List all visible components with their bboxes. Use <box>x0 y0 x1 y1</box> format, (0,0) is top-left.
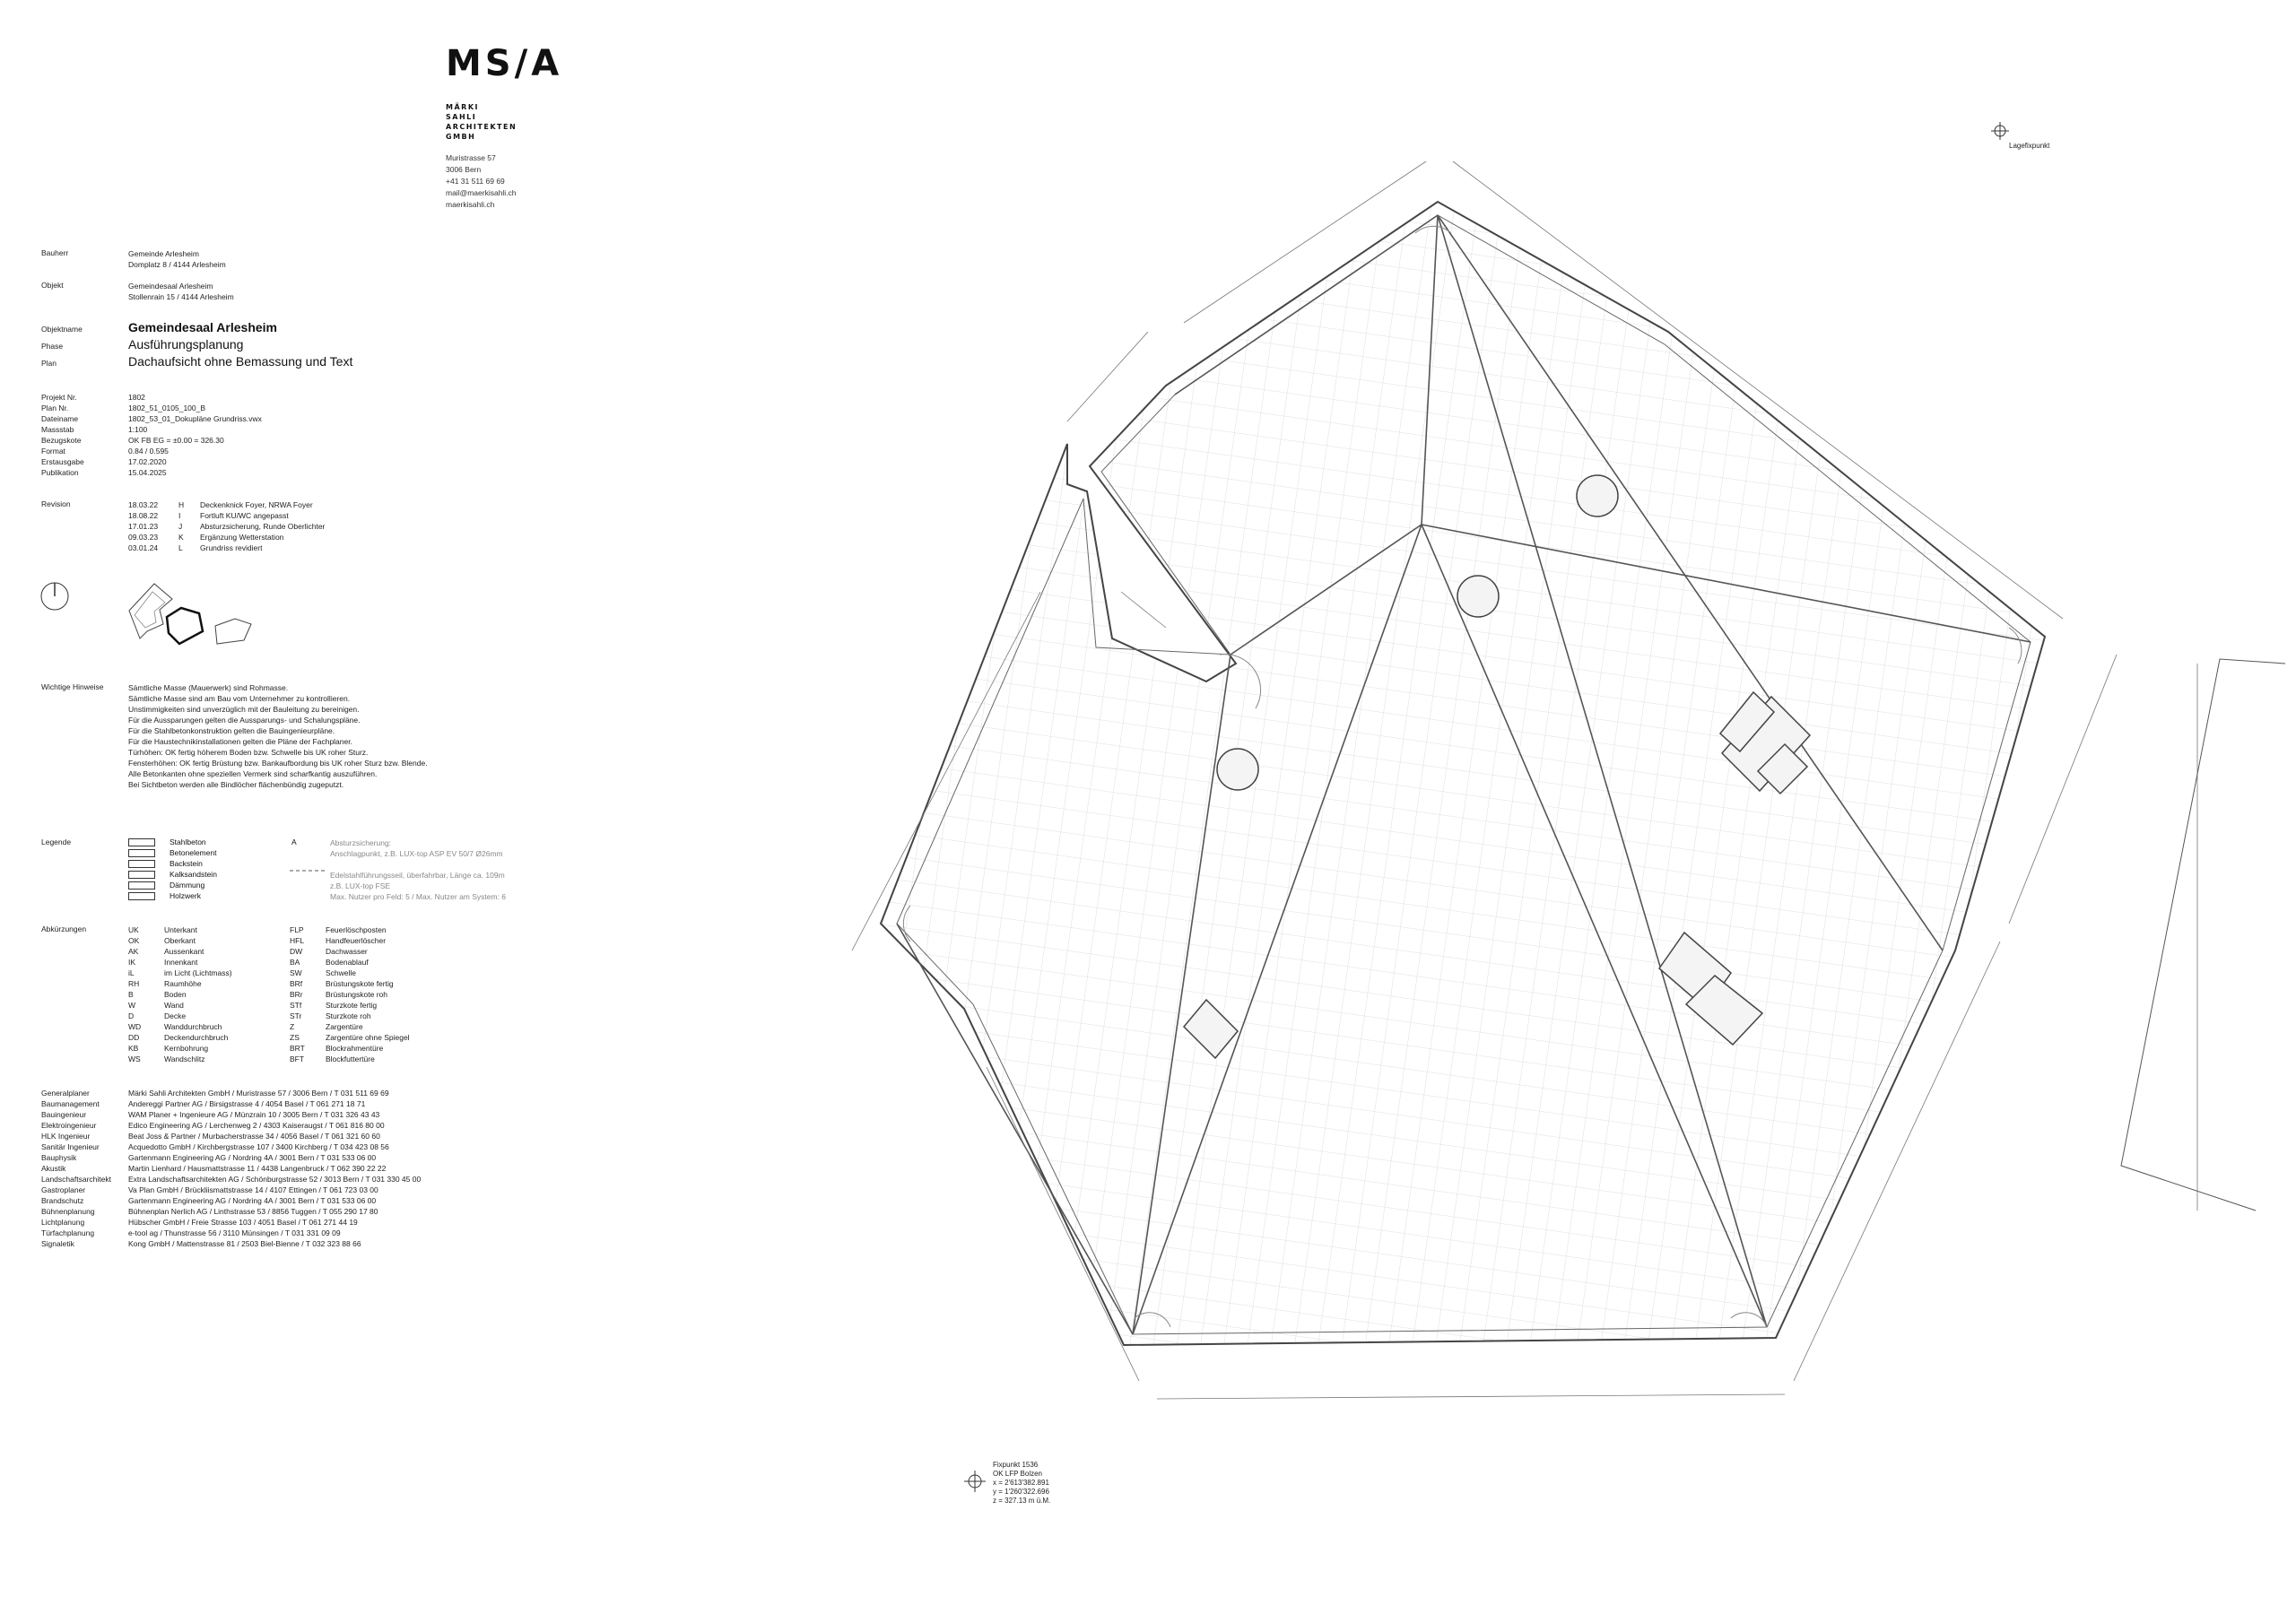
abk-cell: BRr <box>290 990 303 999</box>
planer-cell: Bühnenplan Nerlich AG / Linthstrasse 53 / 8856 Tuggen / T 055 290 17 80 <box>128 1207 378 1216</box>
firm-address: Muristrasse 57 3006 Bern +41 31 511 69 69 mail@maerkisahli.ch maerkisahli.ch <box>446 153 517 209</box>
planer-cell: e-tool ag / Thunstrasse 56 / 3110 Münsingen / T 031 331 09 09 <box>128 1228 341 1237</box>
abk-cell: BA <box>290 958 300 967</box>
planer-cell: WAM Planer + Ingenieure AG / Münzrain 10 / 3005 Bern / T 031 326 43 43 <box>128 1110 380 1119</box>
bauherr-label: Bauherr <box>41 248 69 257</box>
planer-cell: Andereggi Partner AG / Birsigstrasse 4 / 4054 Basel / T 061 271 18 71 <box>128 1099 366 1108</box>
planer-cell: Acquedotto GmbH / Kirchbergstrasse 107 / 3400 Kirchberg / T 034 423 08 56 <box>128 1142 389 1151</box>
abk-cell: Raumhöhe <box>164 979 202 988</box>
legende-label: Legende <box>41 838 72 846</box>
abk-cell: Aussenkant <box>164 947 204 956</box>
phase-label: Phase <box>41 342 64 351</box>
revision-table: 18.03.22 H Deckenknick Foyer, NRWA Foyer 18.08.22 I Fortluft KU/WC angepasst 17.01.23 J Absturzsicherung, Runde Oberlichter 09.03.23 K Ergänzung Wetterstation 03.01.24 L Grundriss revidiert <box>128 500 326 552</box>
abk-cell: Sturzkote roh <box>326 1011 371 1020</box>
abk-cell: W <box>128 1001 136 1010</box>
abk-cell: Boden <box>164 990 187 999</box>
abk-cell: Wandschlitz <box>164 1055 205 1063</box>
fixpunkt-text: Fixpunkt 1536 OK LFP Bolzen x = 2'613'382.891 y = 1'260'322.696 z = 327.13 m ü.M. <box>993 1461 1051 1505</box>
abk-cell: iL <box>128 968 135 977</box>
abk-cell: Brüstungskote roh <box>326 990 387 999</box>
abk-cell: Decke <box>164 1011 187 1020</box>
abk-cell: Zargentüre ohne Spiegel <box>326 1033 410 1042</box>
planer-cell: Kong GmbH / Mattenstrasse 81 / 2503 Biel-Bienne / T 032 323 88 66 <box>128 1239 361 1248</box>
firm-logo: MS/A <box>446 43 563 84</box>
planer-cell: Landschaftsarchitekt <box>41 1175 111 1184</box>
abk-cell: BFT <box>290 1055 305 1063</box>
abk-cell: AK <box>128 947 139 956</box>
planer-cell: Generalplaner <box>41 1089 90 1098</box>
objektname-label: Objektname <box>41 325 83 334</box>
planer-cell: Signaletik <box>41 1239 74 1248</box>
abk-cell: STf <box>290 1001 302 1010</box>
project-info: Projekt Nr. 1802 Plan Nr. 1802_51_0105_100_B Dateiname 1802_53_01_Dokupläne Grundriss.vwx Massstab 1:100 Bezugskote OK FB EG = ±0.00 = 326.30 Format 0.84 / 0.595 Erstausgabe 17.02.2020 Publikation 15.04.2025 <box>41 393 262 477</box>
abk-cell: Kernbohrung <box>164 1044 209 1053</box>
abk-cell: Feuerlöschposten <box>326 925 387 934</box>
abk-cell: KB <box>128 1044 139 1053</box>
planer-cell: Märki Sahli Architekten GmbH / Muristrasse 57 / 3006 Bern / T 031 511 69 69 <box>128 1089 389 1098</box>
legende-list: Stahlbeton Betonelement Backstein Kalksandstein Dämmung Holzwerk <box>128 837 217 901</box>
abk-cell: BRT <box>290 1044 305 1053</box>
abk-cell: Unterkant <box>164 925 197 934</box>
abk-cell: RH <box>128 979 140 988</box>
planer-cell: Bühnenplanung <box>41 1207 95 1216</box>
planer-cell: Elektroingenieur <box>41 1121 97 1130</box>
abk-cell: WS <box>128 1055 141 1063</box>
abk-cell: Deckendurchbruch <box>164 1033 229 1042</box>
abk-cell: im Licht (Lichtmass) <box>164 968 232 977</box>
abk-cell: WD <box>128 1022 142 1031</box>
abk-cell: Zargentüre <box>326 1022 363 1031</box>
absturz-marker: A <box>291 838 297 846</box>
objekt-label: Objekt <box>41 281 64 290</box>
planer-cell: Baumanagement <box>41 1099 100 1108</box>
planer-cell: Gartenmann Engineering AG / Nordring 4A / 3001 Bern / T 031 533 06 00 <box>128 1153 377 1162</box>
abk-cell: Blockfuttertüre <box>326 1055 375 1063</box>
planer-cell: Gastroplaner <box>41 1185 86 1194</box>
abk-cell: Bodenablauf <box>326 958 369 967</box>
abk-cell: Blockrahmentüre <box>326 1044 384 1053</box>
planer-cell: Martin Lienhard / Hausmattstrasse 11 / 4438 Langenbruck / T 062 390 22 22 <box>128 1164 387 1173</box>
abk-cell: OK <box>128 936 140 945</box>
abk-cell: FLP <box>290 925 304 934</box>
abk-cell: Z <box>290 1022 295 1031</box>
abk-cell: Innenkant <box>164 958 198 967</box>
planer-cell: Bauphysik <box>41 1153 77 1162</box>
revision-label: Revision <box>41 499 71 508</box>
abk-cell: HFL <box>290 936 305 945</box>
abk-cell: ZS <box>290 1033 300 1042</box>
abk-cell: D <box>128 1011 135 1020</box>
planer-cell: Sanitär Ingenieur <box>41 1142 100 1151</box>
abk-cell: BRf <box>290 979 303 988</box>
planer-cell: Gartenmann Engineering AG / Nordring 4A / 3001 Bern / T 031 533 06 00 <box>128 1196 377 1205</box>
abk-cell: B <box>128 990 134 999</box>
abk-cell: Wanddurchbruch <box>164 1022 222 1031</box>
planer-cell: Bauingenieur <box>41 1110 87 1119</box>
planer-cell: Hübscher GmbH / Freie Strasse 103 / 4051 Basel / T 061 271 44 19 <box>128 1218 358 1227</box>
hinweise-label: Wichtige Hinweise <box>41 682 104 691</box>
abk-cell: STr <box>290 1011 302 1020</box>
planer-cell: Extra Landschaftsarchitekten AG / Schönburgstrasse 52 / 3013 Bern / T 031 330 45 00 <box>128 1175 422 1184</box>
planer-cell: Lichtplanung <box>41 1218 85 1227</box>
abkuerzungen-label: Abkürzungen <box>41 924 87 933</box>
lagefixpunkt-label: Lagefixpunkt <box>2009 142 2050 150</box>
bauherr-value: Gemeinde Arlesheim Domplatz 8 / 4144 Arlesheim <box>128 249 226 269</box>
planer-cell: Edico Engineering AG / Lerchenweg 2 / 4303 Kaiseraugst / T 061 816 80 00 <box>128 1121 385 1130</box>
plan-value: Dachaufsicht ohne Bemassung und Text <box>128 354 353 369</box>
abk-cell: Oberkant <box>164 936 196 945</box>
abk-cell: Handfeuerlöscher <box>326 936 387 945</box>
abk-cell: Sturzkote fertig <box>326 1001 378 1010</box>
plan-label: Plan <box>41 359 57 368</box>
abk-cell: SW <box>290 968 302 977</box>
abk-cell: Dachwasser <box>326 947 368 956</box>
planer-cell: Va Plan GmbH / Brückliismattstrasse 14 / 4107 Ettingen / T 061 723 03 00 <box>128 1185 378 1194</box>
planer-cell: Akustik <box>41 1164 66 1173</box>
abk-cell: Brüstungskote fertig <box>326 979 394 988</box>
planer-cell: HLK Ingenieur <box>41 1132 91 1141</box>
objekt-value: Gemeindesaal Arlesheim Stollenrain 15 / 4144 Arlesheim <box>128 282 234 301</box>
objektname-value: Gemeindesaal Arlesheim <box>128 320 278 334</box>
planer-cell: Brandschutz <box>41 1196 84 1205</box>
abk-cell: Schwelle <box>326 968 357 977</box>
firm-name: MÄRKI SAHLI ARCHITEKTEN GMBH <box>446 103 517 141</box>
planer-cell: Beat Joss & Partner / Murbacherstrasse 34 / 4056 Basel / T 061 321 60 60 <box>128 1132 380 1141</box>
abk-cell: DW <box>290 947 303 956</box>
abk-cell: UK <box>128 925 139 934</box>
absturz-text: Absturzsicherung: Anschlagpunkt, z.B. LUX-top ASP EV 50/7 Ø26mm Edelstahlführungsseil, überfahrbar, Länge ca. 109m z.B. LUX-top FSE Max. Nutzer pro Feld: 5 / Max. Nutzer am System: 6 <box>330 838 507 901</box>
planer-cell: Türfachplanung <box>41 1228 95 1237</box>
abk-cell: IK <box>128 958 136 967</box>
phase-value: Ausführungsplanung <box>128 337 244 352</box>
abk-cell: Wand <box>164 1001 184 1010</box>
abk-cell: DD <box>128 1033 140 1042</box>
hinweise-text: Sämtliche Masse (Mauerwerk) sind Rohmasse. Sämtliche Masse sind am Bau vom Unternehmer zu kontrollieren. Unstimmigkeiten sind unverzüglich mit der Bauleitung zu bereinigen. Für die Aussparungen gelten die Aussparungs- und Schalungspläne. Für die Stahlbetonkonstruktion gelten die Bauingenieurpläne. Für die Haustechnikinstallationen gelten die Pläne der Fachplaner. Türhöhen: OK fertig höherem Boden bzw. Schwelle bis UK roher Sturz. Fensterhöhen: OK fertig Brüstung bzw. Bankaufbordung bis UK roher Sturz bzw. Blende. Alle Betonkanten ohne speziellen Vermerk sind scharfkantig auszuführen. Bei Sichtbeton werden alle Bindlöcher flächenbündig zugeputzt. <box>128 683 428 789</box>
